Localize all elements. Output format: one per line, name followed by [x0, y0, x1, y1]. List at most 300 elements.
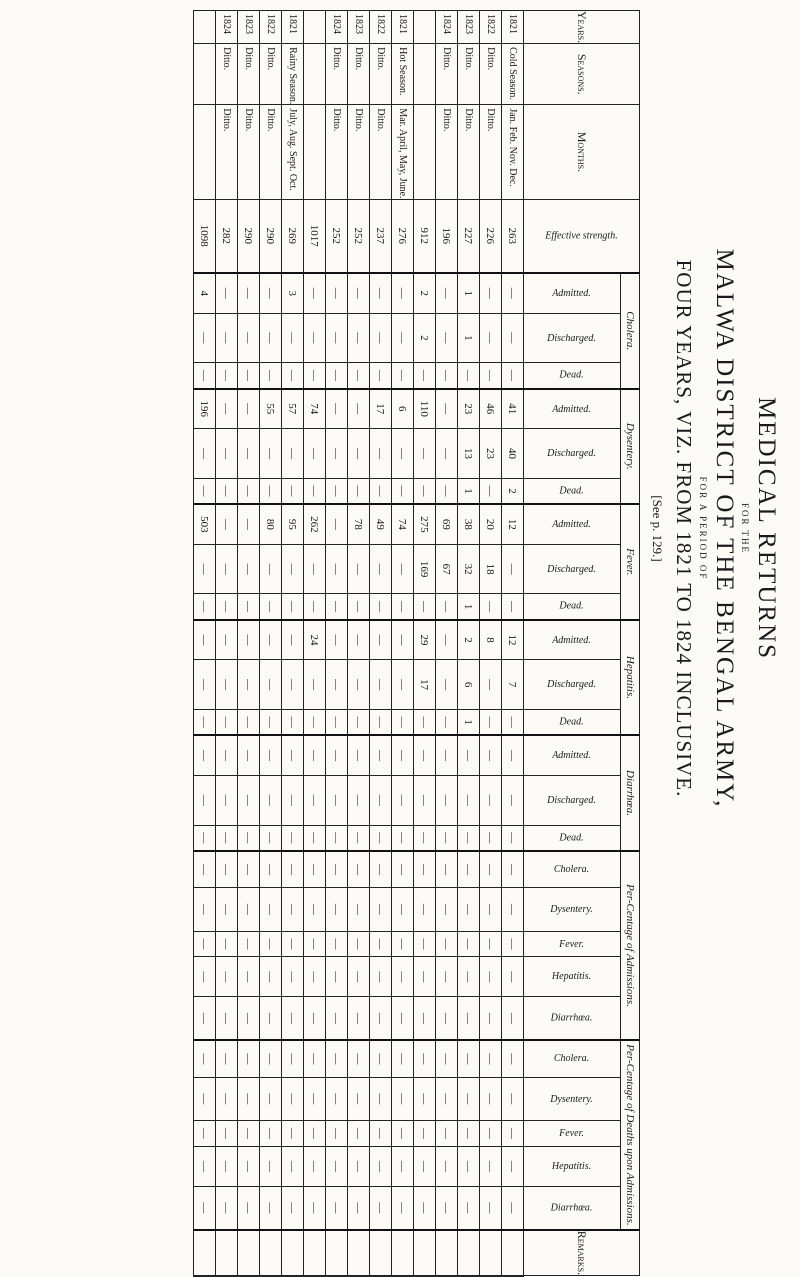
cell-value: —: [238, 313, 260, 363]
cell-value: —: [216, 504, 238, 544]
cell-value: —: [458, 1146, 480, 1186]
cell-value: —: [260, 997, 282, 1040]
cell-value: —: [194, 620, 216, 660]
table-row: [458, 11, 480, 1277]
cell-value: —: [260, 1077, 282, 1121]
cell-value: [282, 1230, 304, 1276]
cell-value: —: [348, 735, 370, 775]
cell-value: —: [238, 851, 260, 888]
cell-value: —: [436, 594, 458, 620]
cell-value: —: [194, 1146, 216, 1186]
cell-value: —: [502, 851, 524, 888]
cell-value: —: [194, 1077, 216, 1121]
cell-value: —: [194, 429, 216, 479]
cell-value: 2: [502, 478, 524, 504]
cell-value: —: [370, 775, 392, 825]
cell-value: 23: [458, 389, 480, 429]
cell-value: —: [304, 931, 326, 957]
cell-value: 17: [414, 660, 436, 710]
cell-value: —: [238, 363, 260, 389]
cell-value: —: [392, 775, 414, 825]
cell-value: —: [392, 957, 414, 997]
cell-value: 169: [414, 544, 436, 594]
cell-value: —: [436, 851, 458, 888]
grp-fever: Fever.: [621, 504, 640, 620]
cell-months: [304, 105, 326, 199]
cell-value: —: [282, 1146, 304, 1186]
cell-value: 275: [414, 504, 436, 544]
cell-value: —: [194, 931, 216, 957]
table-row: [480, 11, 502, 1277]
cell-value: —: [304, 1040, 326, 1077]
cell-value: —: [458, 825, 480, 851]
cell-value: 12: [502, 504, 524, 544]
cell-value: [502, 1230, 524, 1276]
cell-value: [414, 1276, 436, 1277]
cell-months: Ditto.: [216, 105, 238, 199]
cell-value: —: [216, 660, 238, 710]
cell-value: —: [480, 851, 502, 888]
cell-value: —: [502, 997, 524, 1040]
cell-season: Ditto.: [260, 44, 282, 105]
cell-value: —: [458, 1121, 480, 1147]
cell-value: 29: [414, 620, 436, 660]
sub-header-4-1: Discharged.: [524, 775, 621, 825]
cell-value: —: [436, 389, 458, 429]
cell-value: —: [502, 1077, 524, 1121]
cell-value: —: [480, 313, 502, 363]
cell-value: —: [194, 851, 216, 888]
sub-header-3-0: Admitted.: [524, 620, 621, 660]
cell-value: —: [282, 1077, 304, 1121]
cell-value: —: [304, 544, 326, 594]
grp-hepatitis: Hepatitis.: [621, 620, 640, 736]
cell-value: —: [260, 851, 282, 888]
cell-value: —: [458, 1077, 480, 1121]
cell-year: 1822: [480, 11, 502, 44]
cell-value: —: [480, 735, 502, 775]
cell-value: —: [502, 775, 524, 825]
cell-value: —: [370, 594, 392, 620]
cell-value: [304, 1230, 326, 1276]
pct-death-header-0: Cholera.: [524, 1040, 621, 1077]
cell-value: —: [282, 775, 304, 825]
cell-value: 32: [458, 544, 480, 594]
cell-value: —: [238, 504, 260, 544]
cell-season: Ditto.: [326, 44, 348, 105]
sub-header-0-1: Discharged.: [524, 313, 621, 363]
table-total-row: [194, 11, 216, 1277]
cell-value: —: [260, 735, 282, 775]
cell-value: —: [414, 1121, 436, 1147]
cell-value: —: [414, 931, 436, 957]
cell-value: —: [216, 825, 238, 851]
cell-value: —: [238, 389, 260, 429]
cell-season: Ditto.: [370, 44, 392, 105]
cell-value: —: [348, 931, 370, 957]
cell-value: —: [392, 478, 414, 504]
grp-dysentery: Dysentery.: [621, 389, 640, 505]
cell-value: —: [392, 1077, 414, 1121]
cell-value: —: [194, 478, 216, 504]
cell-value: —: [326, 478, 348, 504]
cell-value: —: [216, 1186, 238, 1229]
cell-value: —: [304, 273, 326, 313]
cell-value: —: [326, 735, 348, 775]
cell-value: —: [216, 888, 238, 932]
table-row: [216, 11, 238, 1277]
cell-value: —: [326, 1040, 348, 1077]
cell-value: 263: [502, 199, 524, 273]
cell-year: 1823: [348, 11, 370, 44]
cell-value: 80: [260, 504, 282, 544]
cell-value: —: [194, 1186, 216, 1229]
cell-value: —: [348, 594, 370, 620]
cell-value: —: [194, 775, 216, 825]
cell-value: 46: [480, 389, 502, 429]
cell-value: —: [480, 775, 502, 825]
cell-value: —: [282, 313, 304, 363]
cell-value: —: [458, 775, 480, 825]
cell-value: —: [216, 710, 238, 736]
cell-value: —: [480, 825, 502, 851]
cell-value: 1: [458, 313, 480, 363]
cell-value: 1098: [194, 199, 216, 273]
cell-value: —: [502, 1146, 524, 1186]
cell-value: —: [392, 620, 414, 660]
cell-value: —: [370, 313, 392, 363]
cell-value: —: [348, 851, 370, 888]
cell-value: 57: [282, 389, 304, 429]
cell-value: —: [326, 594, 348, 620]
pct-adm-header-3: Hepatitis.: [524, 957, 621, 997]
cell-value: —: [216, 957, 238, 997]
cell-value: —: [194, 735, 216, 775]
cell-value: —: [370, 710, 392, 736]
cell-value: 24: [304, 620, 326, 660]
cell-value: 1: [458, 273, 480, 313]
cell-value: —: [392, 594, 414, 620]
cell-value: —: [326, 504, 348, 544]
cell-value: —: [326, 1077, 348, 1121]
cell-value: —: [194, 544, 216, 594]
cell-value: —: [414, 997, 436, 1040]
cell-value: —: [238, 957, 260, 997]
cell-value: —: [260, 594, 282, 620]
table-body: [194, 11, 524, 1277]
cell-value: —: [238, 1121, 260, 1147]
cell-value: 1: [458, 594, 480, 620]
cell-value: —: [260, 825, 282, 851]
cell-value: —: [238, 478, 260, 504]
cell-value: 67: [436, 544, 458, 594]
cell-value: —: [326, 997, 348, 1040]
cell-year: [194, 11, 216, 44]
cell-value: —: [436, 1186, 458, 1229]
cell-months: Ditto.: [458, 105, 480, 199]
cell-months: Mar. April, May, June.: [392, 105, 414, 199]
cell-value: [194, 1230, 216, 1276]
cell-value: —: [480, 660, 502, 710]
cell-value: —: [392, 1186, 414, 1229]
cell-value: —: [326, 660, 348, 710]
cell-value: —: [348, 825, 370, 851]
cell-value: —: [282, 620, 304, 660]
col-seasons: Seasons.: [524, 44, 640, 105]
cell-value: —: [304, 888, 326, 932]
cell-year: [304, 11, 326, 44]
cell-value: —: [480, 997, 502, 1040]
cell-value: —: [436, 429, 458, 479]
cell-value: —: [414, 1040, 436, 1077]
see-page: [See p. 129.]: [650, 495, 665, 562]
cell-value: 912: [414, 199, 436, 273]
cell-value: —: [436, 313, 458, 363]
cell-value: [326, 1276, 348, 1277]
cell-value: —: [370, 544, 392, 594]
cell-value: —: [304, 363, 326, 389]
cell-value: 227: [458, 199, 480, 273]
cell-year: 1823: [238, 11, 260, 44]
cell-value: —: [414, 1077, 436, 1121]
pct-death-header-3: Hepatitis.: [524, 1146, 621, 1186]
cell-value: 1: [458, 478, 480, 504]
cell-value: —: [304, 660, 326, 710]
cell-value: —: [238, 997, 260, 1040]
pct-adm-header-1: Dysentery.: [524, 888, 621, 932]
cell-value: —: [370, 1186, 392, 1229]
cell-value: —: [238, 888, 260, 932]
cell-value: —: [370, 1121, 392, 1147]
cell-value: [260, 1276, 282, 1277]
cell-value: [348, 1276, 370, 1277]
cell-value: —: [326, 825, 348, 851]
cell-months: [194, 105, 216, 199]
cell-value: 7: [502, 660, 524, 710]
cell-value: 252: [348, 199, 370, 273]
cell-value: 290: [260, 199, 282, 273]
cell-value: —: [282, 710, 304, 736]
cell-value: —: [502, 931, 524, 957]
cell-value: —: [304, 957, 326, 997]
cell-value: —: [436, 931, 458, 957]
cell-value: —: [194, 660, 216, 710]
cell-value: —: [436, 273, 458, 313]
cell-value: —: [282, 544, 304, 594]
cell-value: —: [502, 313, 524, 363]
cell-value: —: [480, 273, 502, 313]
cell-value: —: [260, 1186, 282, 1229]
cell-year: 1824: [216, 11, 238, 44]
sub-header-4-0: Admitted.: [524, 735, 621, 775]
cell-value: —: [502, 1121, 524, 1147]
cell-value: [458, 1230, 480, 1276]
col-years: Years.: [524, 11, 640, 44]
sub-header-2-1: Discharged.: [524, 544, 621, 594]
table-row: [348, 11, 370, 1277]
cell-value: —: [480, 710, 502, 736]
cell-value: 110: [414, 389, 436, 429]
cell-value: —: [260, 429, 282, 479]
cell-value: —: [436, 888, 458, 932]
cell-value: —: [370, 957, 392, 997]
cell-year: 1821: [282, 11, 304, 44]
cell-value: —: [458, 997, 480, 1040]
cell-value: —: [392, 1146, 414, 1186]
cell-value: —: [436, 1040, 458, 1077]
table-total-row: [304, 11, 326, 1277]
cell-value: —: [458, 957, 480, 997]
cell-value: —: [216, 478, 238, 504]
cell-value: —: [326, 363, 348, 389]
cell-value: —: [260, 888, 282, 932]
pct-death-header-4: Diarrhœa.: [524, 1186, 621, 1229]
cell-value: —: [304, 997, 326, 1040]
cell-value: —: [348, 363, 370, 389]
cell-value: —: [436, 825, 458, 851]
col-strength: Effective strength.: [524, 199, 640, 273]
cell-season: [194, 44, 216, 105]
table-row: [326, 11, 348, 1277]
sub-header-1-2: Dead.: [524, 478, 621, 504]
cell-value: —: [216, 775, 238, 825]
cell-value: —: [458, 1040, 480, 1077]
cell-value: —: [392, 825, 414, 851]
cell-value: —: [216, 620, 238, 660]
cell-value: —: [370, 888, 392, 932]
cell-value: 503: [194, 504, 216, 544]
cell-value: —: [238, 775, 260, 825]
pct-adm-header-0: Cholera.: [524, 851, 621, 888]
cell-value: —: [326, 1186, 348, 1229]
cell-value: —: [392, 888, 414, 932]
cell-value: 55: [260, 389, 282, 429]
cell-value: 20: [480, 504, 502, 544]
title-four-years: FOUR YEARS, VIZ. FROM 1821 TO 1824 INCLUSIVE.: [672, 259, 696, 798]
cell-value: 226: [480, 199, 502, 273]
cell-value: —: [216, 594, 238, 620]
cell-value: —: [348, 544, 370, 594]
cell-value: —: [436, 997, 458, 1040]
cell-value: —: [282, 594, 304, 620]
cell-value: [238, 1230, 260, 1276]
cell-value: —: [216, 544, 238, 594]
cell-value: [392, 1276, 414, 1277]
cell-value: [216, 1276, 238, 1277]
cell-value: [348, 1230, 370, 1276]
cell-value: [304, 1276, 326, 1277]
cell-value: —: [392, 997, 414, 1040]
cell-value: —: [414, 1186, 436, 1229]
cell-value: —: [414, 825, 436, 851]
cell-value: —: [348, 389, 370, 429]
cell-value: —: [348, 478, 370, 504]
cell-value: —: [348, 273, 370, 313]
cell-value: —: [260, 363, 282, 389]
cell-value: 4: [194, 273, 216, 313]
cell-value: —: [502, 594, 524, 620]
cell-value: —: [282, 660, 304, 710]
cell-season: [304, 44, 326, 105]
sub-header-3-1: Discharged.: [524, 660, 621, 710]
cell-value: —: [414, 710, 436, 736]
cell-value: [194, 1276, 216, 1277]
pct-adm-header-4: Diarrhœa.: [524, 997, 621, 1040]
cell-value: —: [216, 273, 238, 313]
cell-value: —: [480, 888, 502, 932]
cell-value: —: [436, 1077, 458, 1121]
cell-value: —: [414, 429, 436, 479]
cell-value: —: [370, 997, 392, 1040]
cell-value: 262: [304, 504, 326, 544]
cell-value: —: [414, 775, 436, 825]
cell-value: 13: [458, 429, 480, 479]
cell-value: —: [392, 544, 414, 594]
cell-value: —: [194, 957, 216, 997]
cell-value: —: [194, 888, 216, 932]
table-row: [260, 11, 282, 1277]
cell-value: —: [392, 313, 414, 363]
cell-value: —: [238, 620, 260, 660]
cell-value: —: [414, 1146, 436, 1186]
cell-value: —: [502, 1186, 524, 1229]
sub-header-3-2: Dead.: [524, 710, 621, 736]
cell-value: —: [348, 957, 370, 997]
cell-value: —: [326, 429, 348, 479]
cell-value: —: [304, 1146, 326, 1186]
cell-value: —: [348, 1077, 370, 1121]
cell-value: —: [458, 1186, 480, 1229]
cell-season: Hot Season.: [392, 44, 414, 105]
cell-value: —: [326, 710, 348, 736]
cell-value: —: [304, 851, 326, 888]
cell-value: —: [436, 660, 458, 710]
cell-value: 6: [392, 389, 414, 429]
cell-value: —: [282, 1121, 304, 1147]
cell-value: —: [392, 735, 414, 775]
cell-months: Ditto.: [370, 105, 392, 199]
cell-value: 17: [370, 389, 392, 429]
table-row: [436, 11, 458, 1277]
cell-value: —: [194, 997, 216, 1040]
cell-value: —: [392, 851, 414, 888]
cell-value: —: [282, 1040, 304, 1077]
cell-value: —: [238, 735, 260, 775]
cell-season: Ditto.: [436, 44, 458, 105]
cell-value: —: [370, 429, 392, 479]
cell-value: —: [194, 825, 216, 851]
cell-value: —: [216, 931, 238, 957]
cell-value: —: [348, 429, 370, 479]
cell-value: —: [238, 429, 260, 479]
cell-year: 1823: [458, 11, 480, 44]
cell-value: 282: [216, 199, 238, 273]
cell-value: —: [414, 957, 436, 997]
cell-value: —: [436, 735, 458, 775]
cell-value: —: [238, 594, 260, 620]
cell-value: —: [260, 313, 282, 363]
title-medical-returns: MEDICAL RETURNS: [753, 396, 780, 661]
cell-value: 3: [282, 273, 304, 313]
cell-value: 74: [392, 504, 414, 544]
cell-value: —: [282, 957, 304, 997]
cell-months: Ditto.: [326, 105, 348, 199]
cell-season: Ditto.: [216, 44, 238, 105]
cell-value: —: [304, 594, 326, 620]
for-the: FOR THE: [740, 502, 750, 555]
cell-value: —: [304, 825, 326, 851]
cell-value: —: [502, 888, 524, 932]
